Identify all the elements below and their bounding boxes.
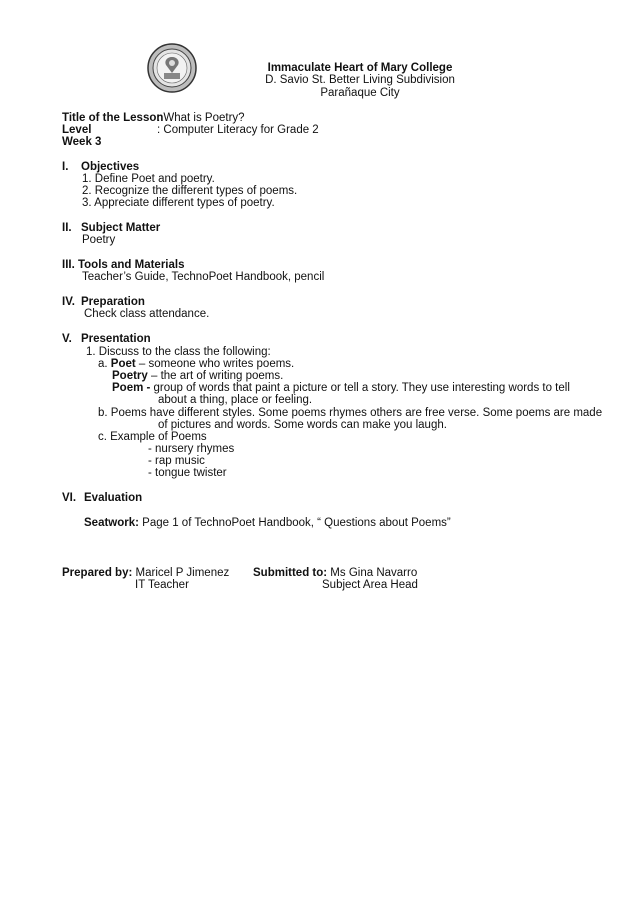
poem-term: Poem - (112, 382, 151, 394)
title-label: Title of the Lesson (62, 112, 164, 124)
school-name: Immaculate Heart of Mary College (267, 62, 453, 74)
title-value: : What is Poetry? (157, 112, 245, 124)
item-b-line-cont: of pictures and words. Some words can make you laugh. (158, 419, 447, 431)
prepared-by-role: IT Teacher (135, 579, 189, 591)
school-address: D. Savio St. Better Living Subdivision (265, 74, 455, 86)
submitted-to-name: Ms Gina Navarro (327, 567, 418, 579)
poetry-definition: – the art of writing poems. (147, 370, 284, 382)
poet-definition: – someone who writes poems. (135, 358, 295, 370)
seatwork-text: Page 1 of TechnoPoet Handbook, “ Questions about Poems” (138, 517, 451, 529)
preparation-text: Check class attendance. (84, 308, 210, 320)
item-a-prefix: a. (98, 358, 111, 370)
subject-num: II. (62, 222, 72, 234)
evaluation-num: VI. (62, 492, 77, 504)
item-b-line: b. Poems have different styles. Some poems rhymes others are free verse. Some poems are made (98, 407, 603, 419)
subject-heading: Subject Matter (81, 222, 161, 234)
prepared-by-name: Maricel P Jimenez (132, 567, 230, 579)
poet-term: Poet (110, 358, 136, 370)
evaluation-heading: Evaluation (84, 492, 143, 504)
submitted-to-label: Submitted to: (253, 567, 328, 579)
tools-text: Teacher’s Guide, TechnoPoet Handbook, pencil (82, 271, 325, 283)
objective-item: 2. Recognize the different types of poems. (82, 185, 298, 197)
tools-heading: III. Tools and Materials (62, 259, 185, 271)
school-city: Parañaque City (320, 87, 400, 99)
prepared-by-label: Prepared by: (62, 567, 133, 579)
preparation-heading: Preparation (81, 296, 145, 308)
objective-item: 3. Appreciate different types of poetry. (82, 197, 275, 209)
level-label: Level (62, 124, 92, 136)
subject-text: Poetry (82, 234, 116, 246)
seatwork-label: Seatwork: (84, 517, 139, 529)
school-seal-icon (147, 43, 197, 93)
objective-item: 1. Define Poet and poetry. (82, 173, 215, 185)
example-item: - rap music (148, 455, 205, 467)
poem-definition: group of words that paint a picture or tell a story. They use interesting words to tell (150, 382, 570, 394)
example-item: - nursery rhymes (148, 443, 235, 455)
poem-definition-cont: about a thing, place or feeling. (158, 394, 313, 406)
seatwork-line (84, 517, 451, 530)
week-label: Week 3 (62, 136, 102, 148)
poetry-term: Poetry (112, 370, 148, 382)
level-value: : Computer Literacy for Grade 2 (157, 124, 319, 136)
item-c-line: c. Example of Poems (98, 431, 207, 443)
presentation-num: V. (62, 333, 72, 345)
presentation-heading: Presentation (81, 333, 151, 345)
presentation-intro: 1. Discuss to the class the following: (86, 346, 271, 358)
submitted-to-role: Subject Area Head (322, 579, 418, 591)
example-item: - tongue twister (148, 467, 227, 479)
preparation-num: IV. (62, 296, 76, 308)
objectives-num: I. (62, 161, 69, 173)
objectives-heading: Objectives (81, 161, 140, 173)
